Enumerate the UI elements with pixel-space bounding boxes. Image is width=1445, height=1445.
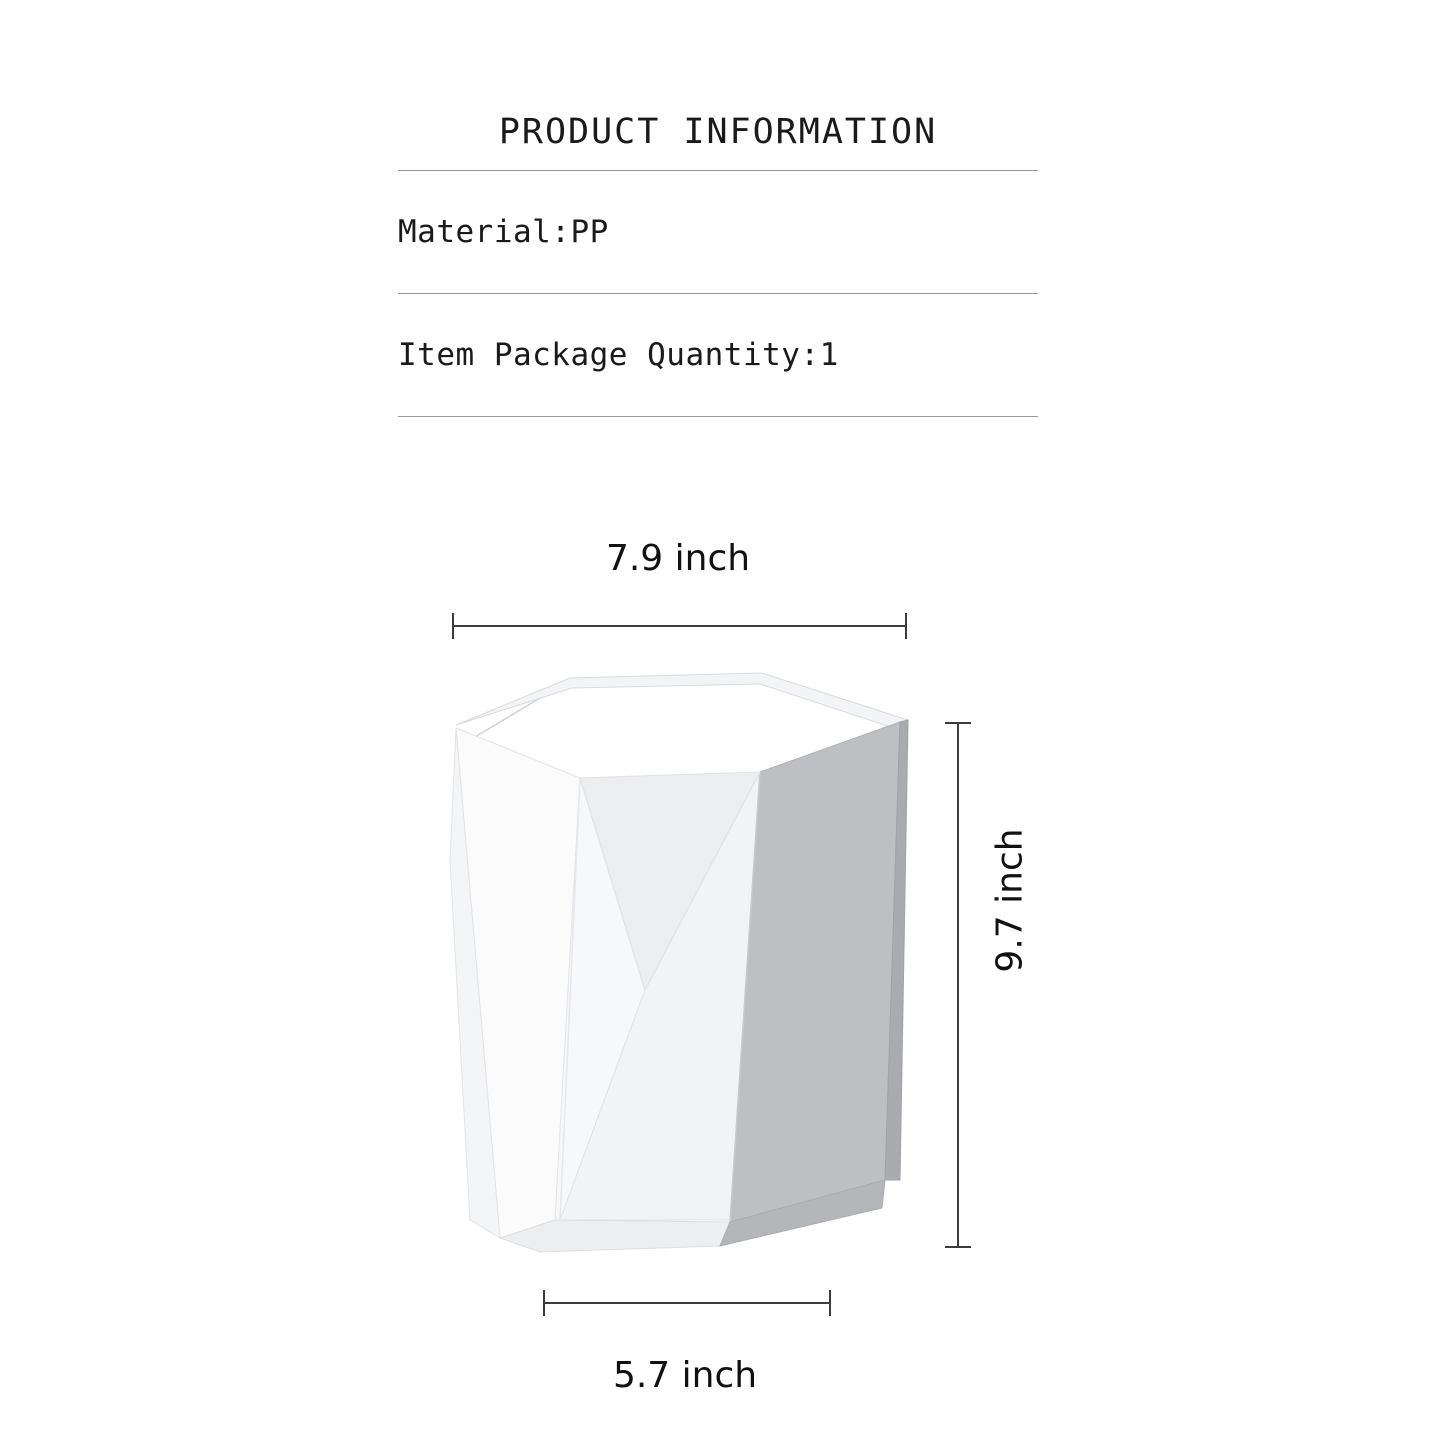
bottom-dimension-label: 5.7 inch [612,1355,758,1396]
page-title: PRODUCT INFORMATION [498,112,938,152]
top-dimension-cap-right [905,613,907,639]
top-dimension-cap-left [452,613,454,639]
top-dimension-line [452,625,907,627]
info-row-package-quantity [398,294,1038,416]
bottom-dimension-cap-left [543,1290,545,1316]
height-dimension-label: 9.7 inch [989,828,1031,973]
product-information-block [398,112,1038,417]
divider-bottom [398,416,1038,417]
package-quantity-value: 1 [819,337,839,373]
trash-can-illustration [430,660,950,1300]
material-label: Material:PP [398,214,609,250]
height-dimension-cap-bottom [945,1246,971,1248]
bottom-dimension-cap-right [829,1290,831,1316]
dimension-diagram [0,500,1445,1445]
top-dimension-label: 7.9 inch [605,538,751,579]
height-dimension-line [957,722,959,1247]
package-quantity-label: Item Package Quantity: [398,337,820,373]
height-dimension-cap-top [945,722,971,724]
info-row-material [398,171,1038,293]
bottom-dimension-line [543,1302,831,1304]
